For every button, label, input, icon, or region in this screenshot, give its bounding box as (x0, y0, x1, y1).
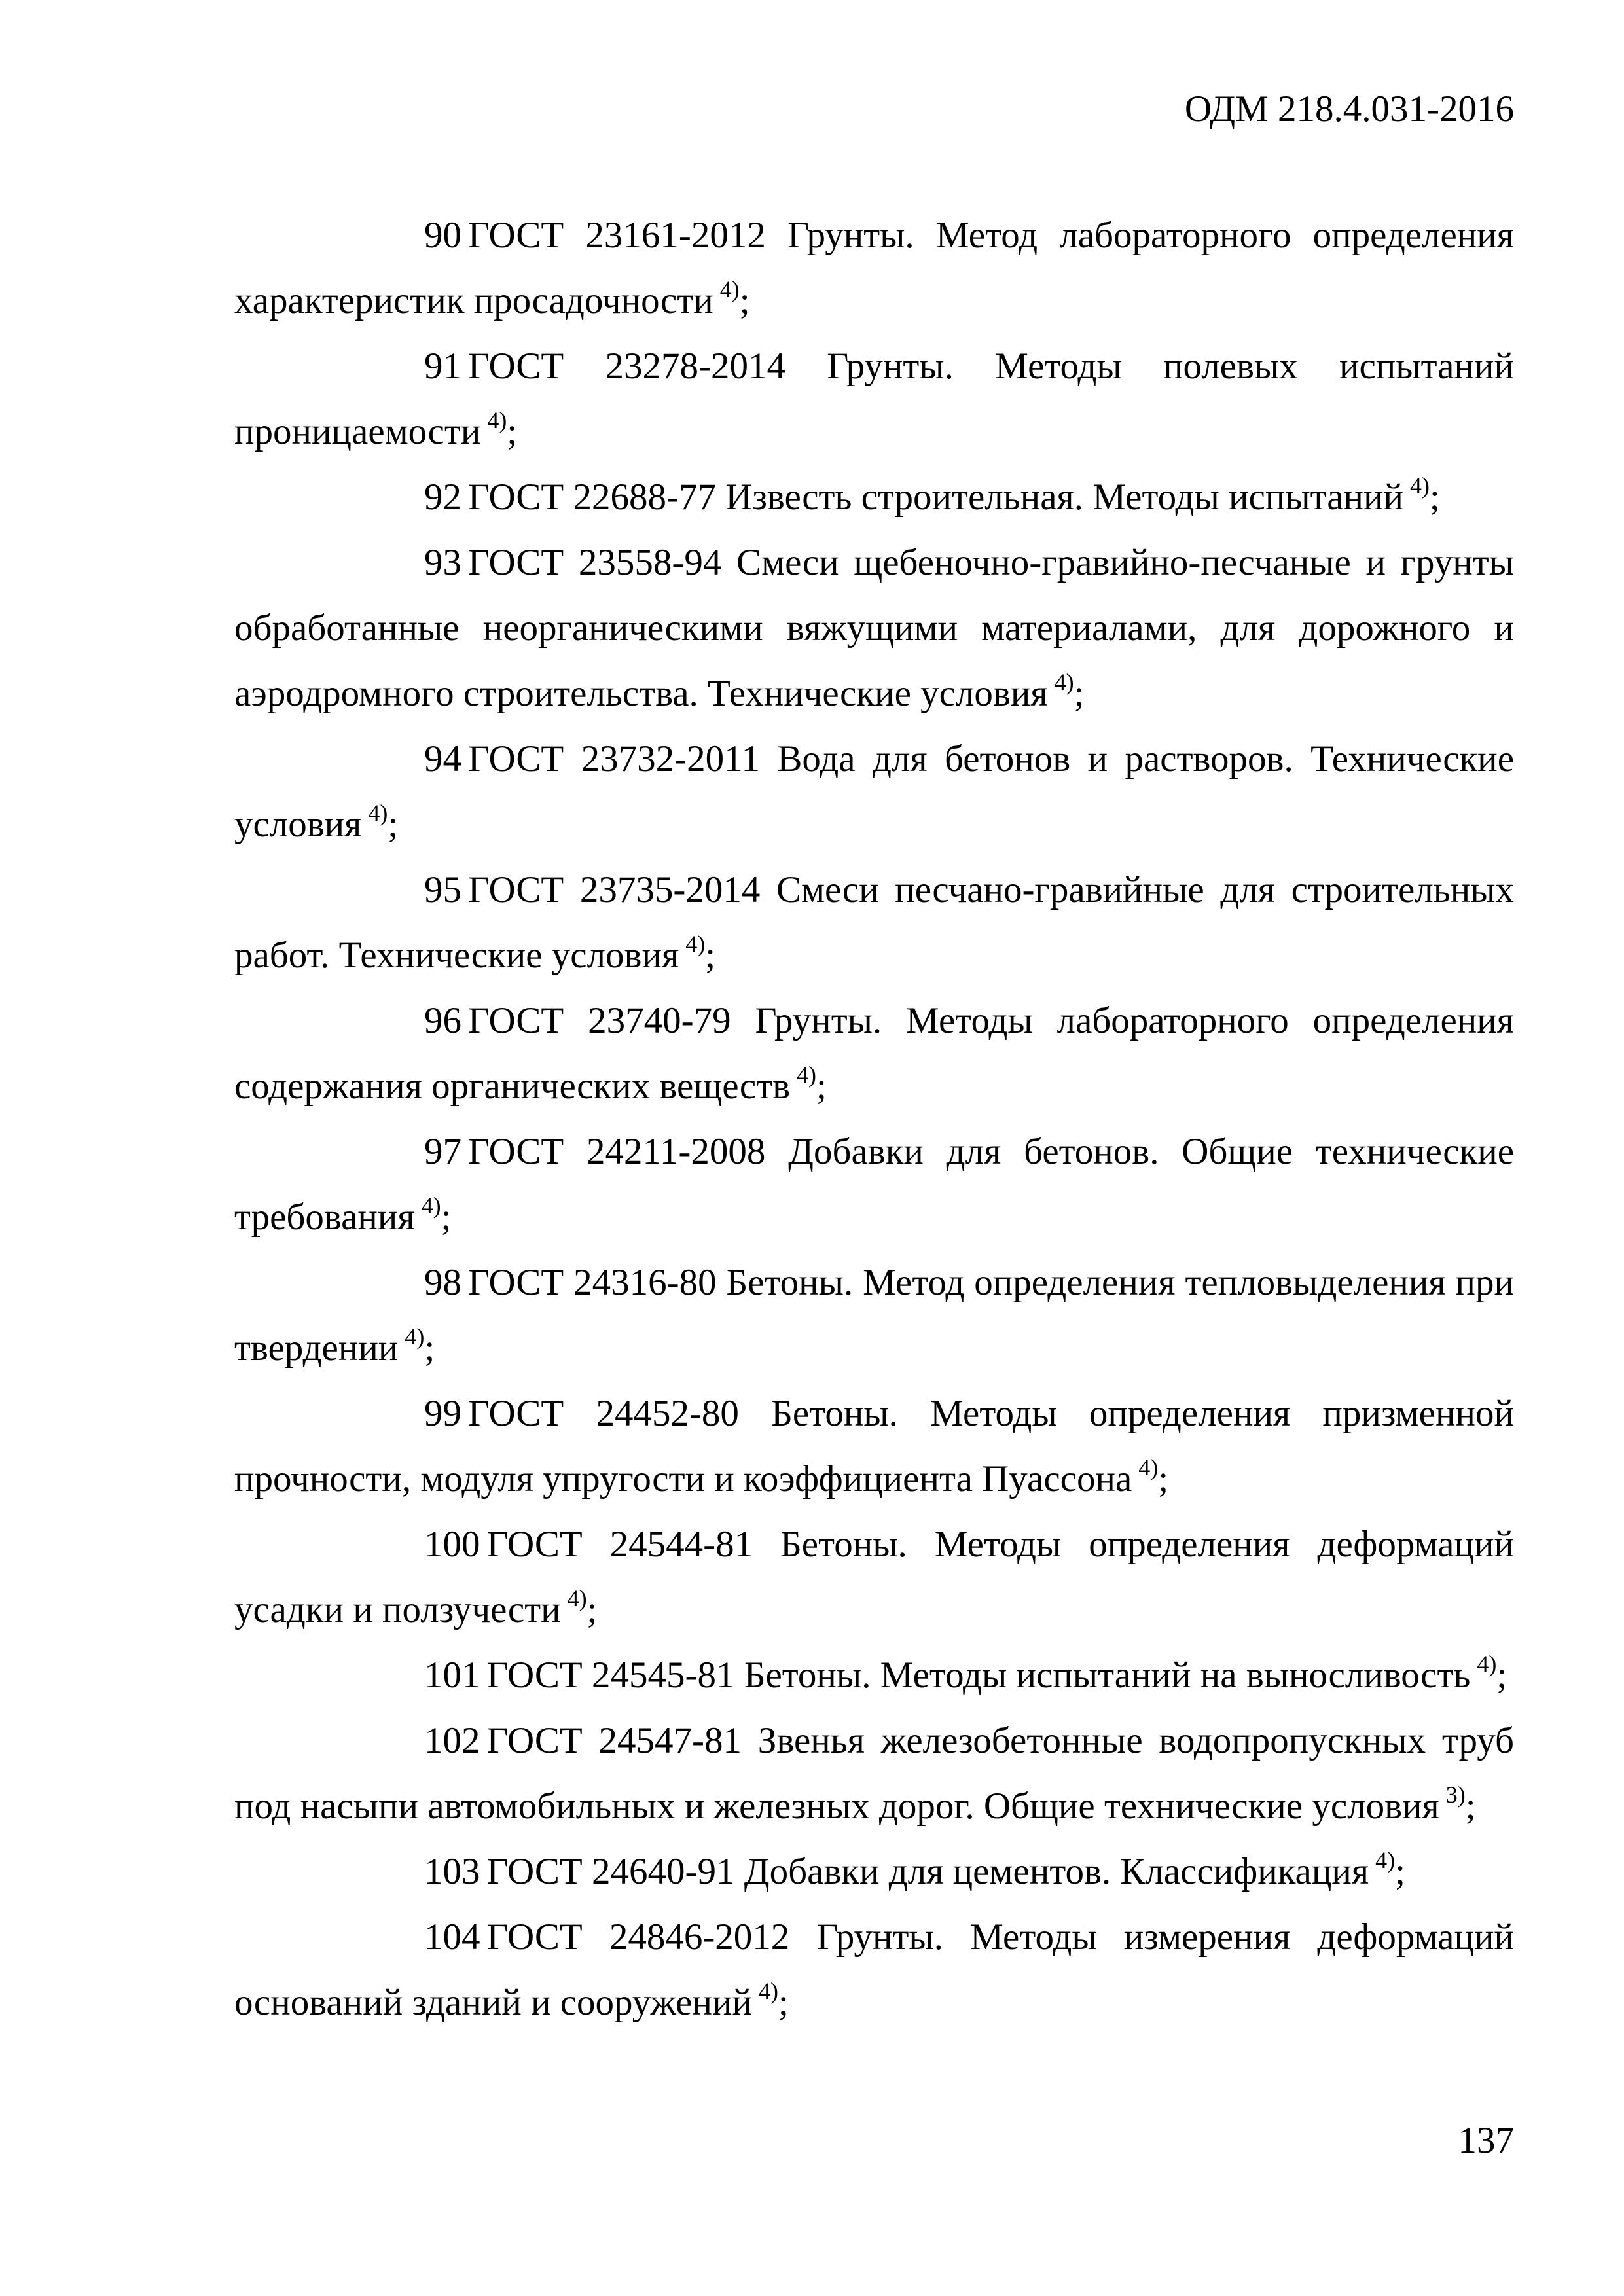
item-terminator: ; (1430, 476, 1440, 518)
footnote-mark: 4) (368, 800, 388, 826)
footnote-mark: 4) (567, 1585, 587, 1611)
item-text: ГОСТ 24452-80 Бетоны. Методы определения призменной прочности, модуля упругости и коэффициента Пуассона (234, 1393, 1514, 1499)
list-item (234, 465, 1514, 530)
item-text: ГОСТ 24211-2008 Добавки для бетонов. Общие технические требования (234, 1131, 1514, 1238)
item-text: ГОСТ 24547-81 Звенья железобетонные водопропускных труб под насыпи автомобильных и железных дорог. Общие технические условия (234, 1720, 1514, 1827)
list-item (234, 530, 1514, 726)
item-text: ГОСТ 23732-2011 Вода для бетонов и растворов. Технические условия (234, 738, 1514, 845)
item-number: 101 (424, 1655, 480, 1696)
item-text: ГОСТ 24846-2012 Грунты. Методы измерения деформаций оснований зданий и сооружений (234, 1916, 1514, 2023)
item-text: ГОСТ 24640-91 Добавки для цементов. Классификация (486, 1851, 1369, 1892)
list-item (234, 334, 1514, 465)
list-item (234, 1905, 1514, 2036)
document-code: ОДМ 218.4.031-2016 (1184, 88, 1514, 130)
list-item (234, 1119, 1514, 1250)
item-terminator: ; (388, 804, 399, 845)
item-terminator: ; (739, 280, 750, 321)
item-text: ГОСТ 23278-2014 Грунты. Методы полевых испытаний проницаемости (234, 346, 1514, 452)
footnote-mark: 4) (1410, 473, 1430, 499)
footnote-mark: 4) (1054, 669, 1074, 695)
list-item (234, 1643, 1514, 1708)
item-terminator: ; (1395, 1851, 1405, 1892)
footnote-mark: 4) (685, 931, 706, 957)
list-item (234, 857, 1514, 988)
footnote-mark: 4) (1477, 1651, 1497, 1677)
item-terminator: ; (586, 1589, 598, 1630)
item-text: ГОСТ 23735-2014 Смеси песчано-гравийные для строительных работ. Технические условия (234, 869, 1514, 976)
item-terminator: ; (816, 1066, 827, 1107)
item-number: 92 (424, 476, 461, 518)
item-number: 98 (424, 1262, 461, 1303)
list-item (234, 203, 1514, 334)
item-terminator: ; (1465, 1785, 1476, 1827)
footnote-mark: 4) (421, 1193, 441, 1219)
item-text: ГОСТ 24545-81 Бетоны. Методы испытаний на выносливость (486, 1655, 1471, 1696)
item-number: 100 (424, 1524, 480, 1565)
item-number: 104 (424, 1916, 480, 1958)
footnote-mark: 4) (1375, 1847, 1396, 1873)
item-terminator: ; (1496, 1655, 1507, 1696)
footnote-mark: 4) (719, 276, 740, 302)
item-terminator: ; (441, 1196, 452, 1238)
footnote-mark: 4) (797, 1062, 817, 1088)
footnote-mark: 4) (1138, 1454, 1159, 1480)
item-text: ГОСТ 23740-79 Грунты. Методы лабораторного определения содержания органических веществ (234, 1000, 1514, 1107)
item-text: ГОСТ 22688-77 Известь строительная. Методы испытаний (468, 476, 1404, 518)
item-terminator: ; (705, 935, 716, 976)
item-text: ГОСТ 23558-94 Смеси щебеночно-гравийно-песчаные и грунты обработанные неорганическими вяжущими материалами, для дорожного и аэродромного строительства. Технические условия (234, 542, 1514, 714)
footnote-mark: 4) (405, 1323, 425, 1350)
item-number: 91 (424, 346, 461, 387)
page-number: 137 (1458, 2120, 1514, 2161)
item-number: 103 (424, 1851, 480, 1892)
item-number: 96 (424, 1000, 461, 1041)
footnote-mark: 4) (487, 407, 507, 433)
item-terminator: ; (778, 1982, 789, 2023)
footnote-mark: 3) (1445, 1782, 1466, 1808)
item-number: 97 (424, 1131, 461, 1172)
item-number: 94 (424, 738, 461, 780)
list-item (234, 1381, 1514, 1512)
item-text: ГОСТ 23161-2012 Грунты. Метод лабораторного определения характеристик просадочности (234, 215, 1514, 321)
list-item (234, 1512, 1514, 1643)
item-number: 102 (424, 1720, 480, 1761)
item-number: 93 (424, 542, 461, 583)
item-terminator: ; (424, 1327, 435, 1369)
item-terminator: ; (1074, 673, 1085, 714)
item-number: 90 (424, 215, 461, 256)
list-item (234, 1250, 1514, 1381)
item-terminator: ; (1158, 1458, 1169, 1499)
item-number: 99 (424, 1393, 461, 1434)
item-text: ГОСТ 24316-80 Бетоны. Метод определения тепловыделения при твердении (234, 1262, 1514, 1369)
list-item (234, 726, 1514, 857)
list-item (234, 1839, 1514, 1905)
item-number: 95 (424, 869, 461, 910)
list-item (234, 988, 1514, 1119)
footnote-mark: 4) (759, 1978, 778, 2004)
item-text: ГОСТ 24544-81 Бетоны. Методы определения деформаций усадки и ползучести (234, 1524, 1514, 1630)
reference-list (234, 203, 1514, 2036)
list-item (234, 1708, 1514, 1839)
item-terminator: ; (507, 411, 518, 452)
